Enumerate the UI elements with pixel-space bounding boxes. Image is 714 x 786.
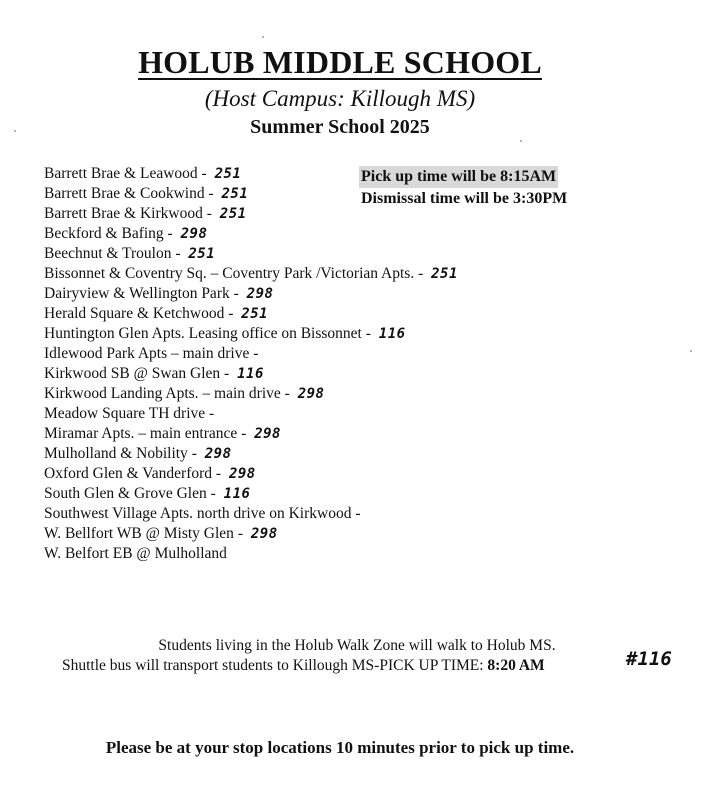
stop-separator: - bbox=[280, 385, 294, 402]
bus-stop-item bbox=[44, 224, 458, 244]
walk-zone-note: Students living in the Holub Walk Zone will walk to Holub MS. bbox=[158, 637, 556, 654]
shuttle-text: Shuttle bus will transport students to Killough MS-PICK UP TIME: bbox=[62, 657, 484, 674]
stop-separator: - bbox=[237, 425, 251, 442]
stop-location: Herald Square & Ketchwood bbox=[44, 305, 225, 322]
shuttle-note bbox=[62, 656, 545, 676]
bus-stop-item bbox=[44, 364, 458, 384]
stop-location: Barrett Brae & Leawood bbox=[44, 165, 198, 182]
handwritten-bus-number: 251 bbox=[214, 166, 242, 182]
stop-location: W. Bellfort WB @ Misty Glen bbox=[44, 525, 234, 542]
bus-stop-list bbox=[44, 164, 458, 564]
dismissal-time: Dismissal time will be 3:30PM bbox=[361, 190, 568, 207]
scan-speck bbox=[262, 36, 264, 38]
host-campus: (Host Campus: Killough MS) bbox=[204, 86, 476, 111]
stop-location: Miramar Apts. – main entrance bbox=[44, 425, 238, 442]
handwritten-bus-number: 298 bbox=[228, 466, 256, 482]
school-title: HOLUB MIDDLE SCHOOL bbox=[138, 44, 542, 80]
handwritten-bus-number: 251 bbox=[431, 266, 458, 282]
bus-stop-item bbox=[44, 324, 458, 344]
bus-stop-item bbox=[44, 404, 458, 424]
stop-location: Barrett Brae & Kirkwood bbox=[44, 205, 203, 222]
bus-stop-item bbox=[44, 304, 458, 324]
bus-stop-item bbox=[44, 524, 458, 544]
scan-speck bbox=[690, 350, 692, 352]
stop-location: Beechnut & Troulon bbox=[44, 245, 172, 262]
bus-stop-item bbox=[44, 204, 458, 224]
stop-location: Huntington Glen Apts. Leasing office on Bissonnet bbox=[44, 325, 362, 342]
stop-location: Bissonnet & Coventry Sq. – Coventry Park /Victorian Apts. bbox=[44, 265, 415, 282]
stop-separator: - bbox=[249, 345, 259, 362]
stop-location: Idlewood Park Apts – main drive bbox=[44, 345, 250, 362]
stop-separator: - bbox=[351, 505, 361, 522]
stop-location: Mulholland & Nobility bbox=[44, 445, 188, 462]
stop-separator: - bbox=[206, 485, 220, 502]
scan-speck bbox=[14, 130, 16, 132]
bus-stop-item bbox=[44, 244, 458, 264]
handwritten-bus-number: 251 bbox=[188, 246, 216, 262]
stop-separator: - bbox=[220, 365, 234, 382]
bus-stop-item bbox=[44, 464, 458, 484]
handwritten-bus-number: 298 bbox=[204, 446, 232, 462]
handwritten-bus-number: 116 bbox=[223, 486, 251, 502]
handwritten-bus-number: 116 bbox=[378, 326, 406, 342]
handwritten-bus-number: 298 bbox=[180, 226, 208, 242]
stop-separator: - bbox=[205, 405, 215, 422]
stop-separator: - bbox=[171, 245, 185, 262]
stop-location: South Glen & Grove Glen bbox=[44, 485, 207, 502]
handwritten-bus-number: #116 bbox=[626, 648, 672, 670]
handwritten-bus-number: 251 bbox=[221, 186, 249, 202]
stop-location: Meadow Square TH drive bbox=[44, 405, 206, 422]
handwritten-bus-number: 298 bbox=[246, 286, 274, 302]
session-title: Summer School 2025 bbox=[250, 116, 430, 138]
stop-separator: - bbox=[163, 225, 177, 242]
stop-location: Southwest Village Apts. north drive on Kirkwood bbox=[44, 505, 352, 522]
stop-location: Barrett Brae & Cookwind bbox=[44, 185, 205, 202]
stop-separator: - bbox=[361, 325, 375, 342]
bus-stop-item bbox=[44, 424, 458, 444]
bus-stop-item bbox=[44, 284, 458, 304]
bus-stop-item bbox=[44, 444, 458, 464]
stop-separator: - bbox=[204, 185, 218, 202]
stop-location: Dairyview & Wellington Park bbox=[44, 285, 230, 302]
stop-separator: - bbox=[187, 445, 201, 462]
stop-separator: - bbox=[229, 285, 243, 302]
handwritten-bus-number: 251 bbox=[219, 206, 247, 222]
shuttle-time: 8:20 AM bbox=[487, 657, 545, 674]
stop-separator: - bbox=[414, 265, 428, 282]
handwritten-bus-number: 298 bbox=[297, 386, 325, 402]
stop-separator: - bbox=[197, 165, 211, 182]
handwritten-bus-number: 298 bbox=[254, 426, 281, 442]
bus-stop-item bbox=[44, 184, 458, 204]
handwritten-bus-number: 298 bbox=[250, 526, 278, 542]
stop-location: Kirkwood Landing Apts. – main drive bbox=[44, 385, 281, 402]
bus-stop-item bbox=[44, 264, 458, 284]
pickup-time: Pick up time will be 8:15AM bbox=[359, 166, 558, 188]
stop-separator: - bbox=[212, 465, 225, 482]
stop-location: Beckford & Bafing bbox=[44, 225, 164, 242]
stop-location: Oxford Glen & Vanderford bbox=[44, 465, 213, 482]
stop-location: Kirkwood SB @ Swan Glen bbox=[44, 365, 221, 382]
bus-stop-item bbox=[44, 344, 458, 364]
stop-separator: - bbox=[202, 205, 216, 222]
stop-separator: - bbox=[224, 305, 238, 322]
bus-stop-item bbox=[44, 384, 458, 404]
bus-stop-item bbox=[44, 164, 458, 184]
stop-location: W. Belfort EB @ Mulholland bbox=[44, 545, 227, 562]
stop-separator: - bbox=[233, 525, 247, 542]
bus-stop-item bbox=[44, 544, 458, 564]
bus-stop-item bbox=[44, 484, 458, 504]
scan-speck bbox=[520, 140, 522, 142]
bus-stop-item bbox=[44, 504, 458, 524]
handwritten-bus-number: 251 bbox=[241, 306, 269, 322]
arrival-reminder: Please be at your stop locations 10 minutes prior to pick up time. bbox=[105, 738, 575, 757]
handwritten-bus-number: 116 bbox=[237, 366, 264, 382]
